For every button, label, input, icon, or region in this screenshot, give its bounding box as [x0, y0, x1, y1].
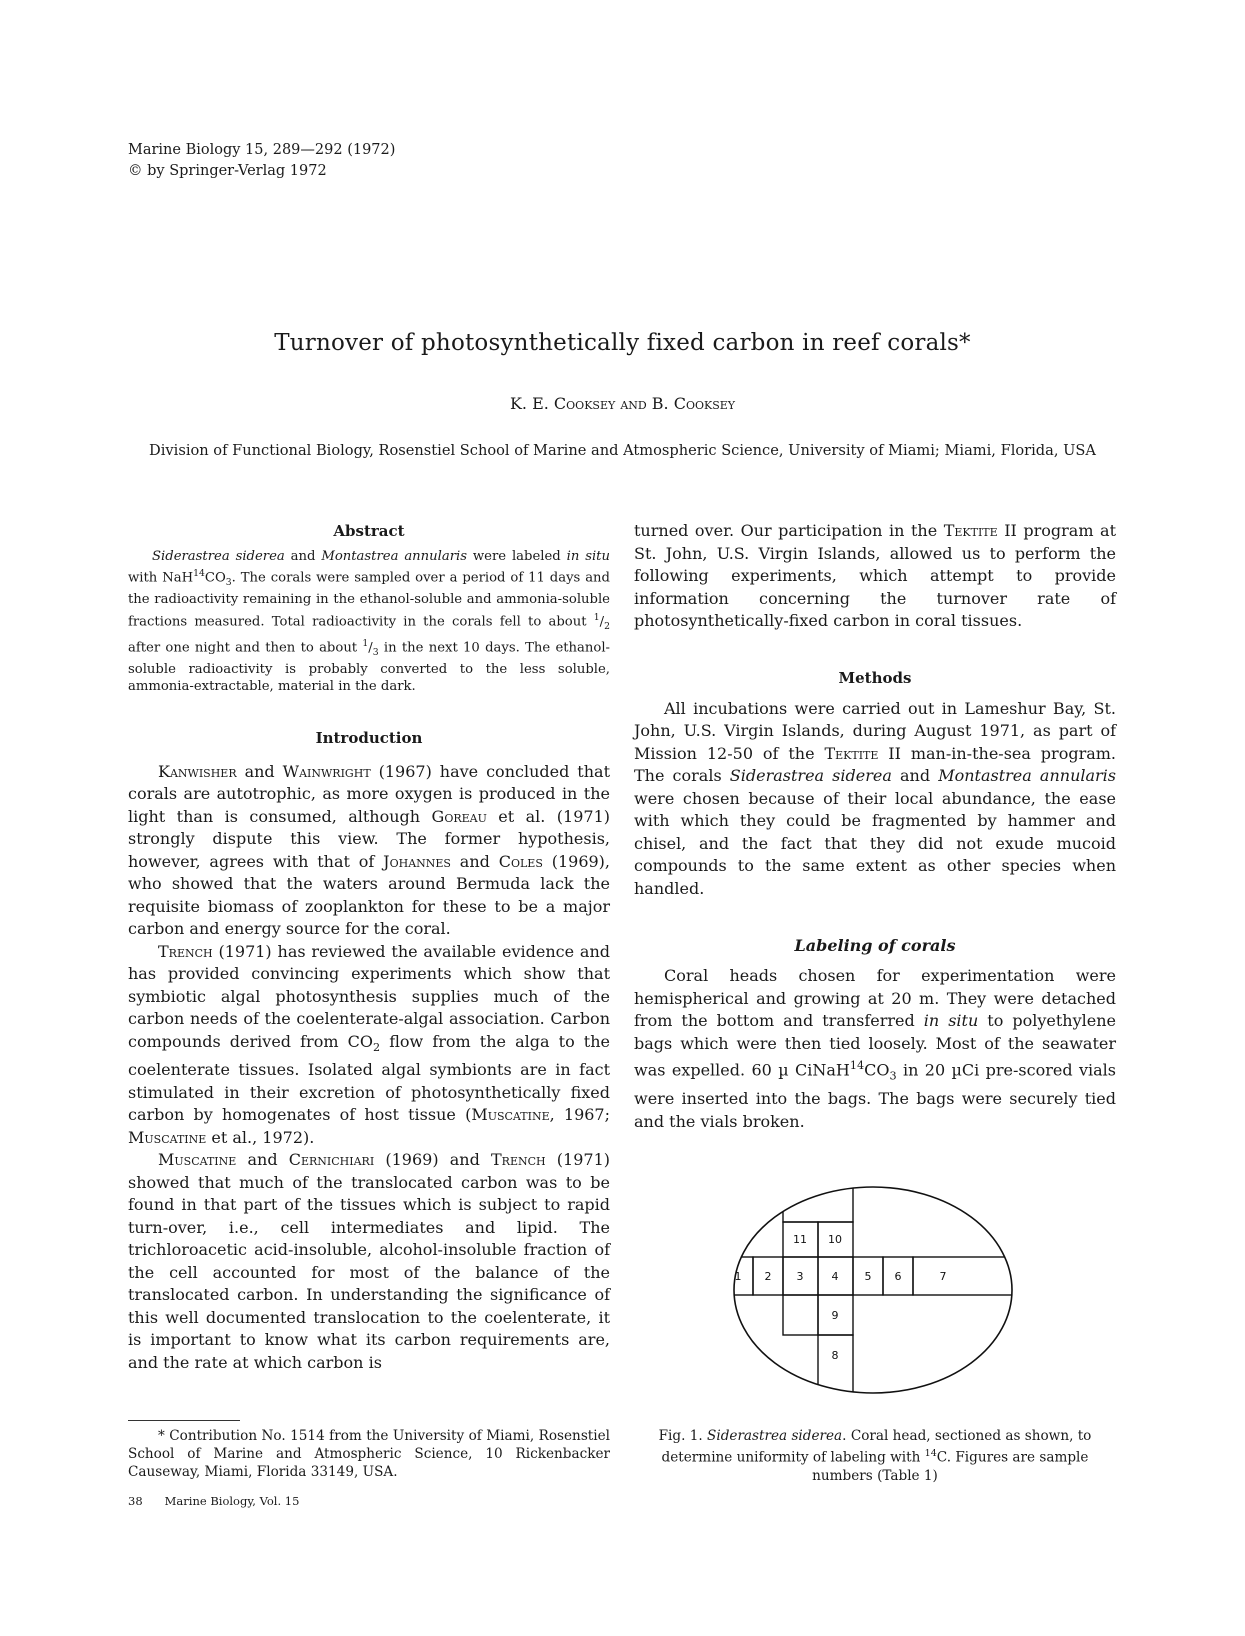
intro-paragraph-continued: turned over. Our participation in the Tektite II program at St. John, U.S. Virgin Islands, allowed us to perform the following experiments, which attempt to provide information concerning the turnover rate of photosynthetically-fixed carbon in coral tissues.	[634, 521, 1116, 630]
cell-label-4: 4	[831, 1270, 839, 1283]
page-folio	[128, 1494, 321, 1508]
cell-label-3: 3	[796, 1270, 804, 1283]
cell-label-5: 5	[864, 1270, 872, 1283]
paper-title: Turnover of photosynthetically fixed carbon in reef corals*	[274, 330, 971, 356]
methods-paragraph-2: Coral heads chosen for experimentation were hemispherical and growing at 20 m. They were detached from the bottom and transferred in situ to polyethylene bags which were then tied loosely. Most of the seawater was expelled. 60 µ $CiNaH^{14}CO_3$ in 20 µCi pre-scored vials were inserted into the bags. The bags were securely tied and the vials broken.	[634, 966, 1117, 1131]
right-column	[634, 522, 1116, 1133]
journal-citation-block	[128, 140, 395, 182]
intro-paragraph-2: Trench (1971) has reviewed the available evidence and has provided convincing experiments which show that symbiotic algal photosynthesis supplies much of the carbon needs of the coelenterate-algal association. Carbon compounds derived from $CO_2$ flow from the alga to the coelenterate tissues. Isolated algal symbionts are in fact stimulated in their excretion of photosynthetically fixed carbon by homogenates of host tissue (Muscatine, 1967; Muscatine et al., 1972).	[128, 941, 611, 1147]
left-column	[128, 522, 610, 1374]
cell-label-1: 1	[734, 1270, 742, 1283]
cell-label-10: 10	[828, 1233, 842, 1246]
page-number: 38	[128, 1494, 143, 1508]
authors: K. E. Cooksey and B. Cooksey	[509, 394, 736, 413]
cell-label-9: 9	[831, 1309, 839, 1322]
intro-paragraph-3: Muscatine and Cernichiari (1969) and Trench (1971) showed that much of the translocated carbon was to be found in that part of the tissues which is subject to rapid turn-over, i.e., cell intermediates and lipid. The trichloroacetic acid-insoluble, alcohol-insoluble fraction of the cell accounted for most of the balance of the translocated carbon. In understanding the significance of this well documented translocation to the coelenterate, it is important to know what its carbon requirements are, and the rate at which carbon is	[128, 1150, 610, 1372]
folio-journal: Marine Biology, Vol. 15	[164, 1494, 300, 1508]
cell-label-2: 2	[764, 1270, 772, 1283]
footnote: * Contribution No. 1514 from the University of Miami, Rosenstiel School of Marine and Atmospheric Science, 10 Rickenbacker Causeway, Miami, Florida 33149, USA.	[128, 1428, 610, 1480]
coral-section-diagram	[733, 1185, 1013, 1395]
affiliation: Division of Functional Biology, Rosenstiel School of Marine and Atmospheric Science, University of Miami; Miami, Florida, USA	[149, 442, 1096, 459]
figure-caption: Fig. 1. Siderastrea siderea. Coral head, sectioned as shown, to determine uniformity of labeling with $^{14}$C. Figures are sample numbers (Table 1)	[658, 1428, 1092, 1484]
cell-label-6: 6	[894, 1270, 902, 1283]
copyright-line: © by Springer-Verlag 1972	[128, 163, 327, 179]
intro-paragraph-1: Kanwisher and Wainwright (1967) have concluded that corals are autotrophic, as more oxygen is produced in the light than is consumed, although Goreau et al. (1971) strongly dispute this view. The former hypothesis, however, agrees with that of Johannes and Coles (1969), who showed that the waters around Bermuda lack the requisite biomass of zooplankton for these to be a major carbon and energy source for the coral.	[128, 761, 611, 939]
labeling-subheading: Labeling of corals	[794, 936, 956, 955]
introduction-heading: Introduction	[315, 728, 423, 747]
cell-label-8: 8	[831, 1349, 839, 1362]
footnote-rule	[128, 1420, 240, 1421]
cell-7-box	[913, 1257, 1013, 1295]
cell-label-7: 7	[939, 1270, 947, 1283]
coral-head-outline	[734, 1187, 1012, 1393]
cell-label-11: 11	[793, 1233, 807, 1246]
lower-left-block	[783, 1295, 818, 1335]
methods-paragraph-1: All incubations were carried out in Lameshur Bay, St. John, U.S. Virgin Islands, during August 1971, as part of Mission 12-50 of the Tektite II man-in-the-sea program. The corals Siderastrea siderea and Montastrea annularis were chosen because of their local abundance, the ease with which they could be fragmented by hammer and chisel, and the fact that they did not exude mucoid compounds to the same extent as other species when handled.	[634, 698, 1117, 898]
abstract-text: Siderastrea siderea and Montastrea annularis were labeled in situ with $NaH^{14}CO_3$. The corals were sampled over a period of 11 days and the radioactivity remaining in the ethanol-soluble and ammonia-soluble fractions measured. Total radioactivity in the corals fell to about $^1/_2$ after one night and then to about $^1/_3$ in the next 10 days. The ethanol-soluble radioactivity is probably converted to the less soluble, ammonia-extractable, material in the dark.	[128, 549, 611, 695]
methods-heading: Methods	[838, 668, 912, 687]
abstract-heading: Abstract	[333, 522, 405, 540]
upper-block-outline	[783, 1185, 853, 1222]
journal-citation: Marine Biology 15, 289—292 (1972)	[128, 142, 396, 158]
